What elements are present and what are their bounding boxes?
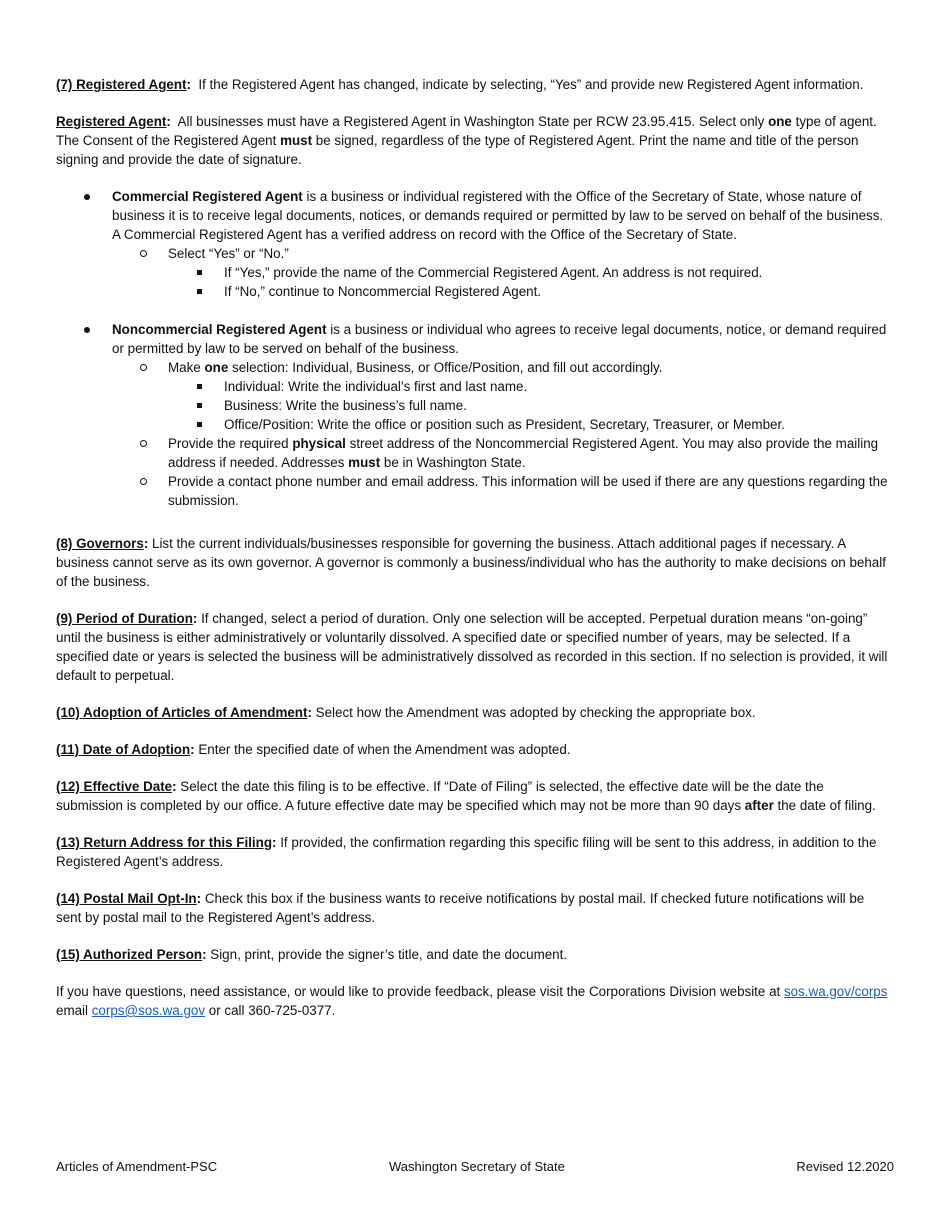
instructions-page	[56, 75, 892, 1038]
registered-agent-colon: :	[166, 114, 171, 129]
section-10-heading: (10) Adoption of Articles of Amendment	[56, 705, 308, 720]
commercial-select-item	[112, 244, 892, 301]
section-9-text: If changed, select a period of duration. Only one selection will be accepted. Perpetual duration means “on-going” until the business is either administratively or voluntarily dissolved. A specified date or specified number of years, may be selected. If a specified date or years is selected the business will be administratively dissolved as recorded in this section. If no selection is provided, it will default to perpetual.	[56, 611, 888, 683]
address-text-post: be in Washington State.	[380, 455, 526, 470]
section-12-heading: (12) Effective Date	[56, 779, 173, 794]
section-13-heading: (13) Return Address for this Filing	[56, 835, 273, 850]
section-13-text: If provided, the confirmation regarding this specific filing will be sent to this address, in addition to the Registered Agent’s address.	[56, 835, 877, 869]
registered-agent-bold-must: must	[280, 133, 313, 148]
contact-info-text: Provide a contact phone number and email address. This information will be used if there are any questions regarding the submission.	[168, 474, 888, 508]
registered-agent-text-3: be signed, regardless of the type of Registered Agent. Print the name and title of the person signing and provide the date of signature.	[56, 133, 859, 167]
noncommercial-agent-item	[56, 320, 892, 510]
section-11	[56, 740, 892, 759]
noncommercial-selection-item	[112, 358, 892, 434]
footer-form-name: Articles of Amendment-PSC	[56, 1159, 218, 1174]
commercial-no-item	[168, 282, 892, 301]
contact-text-3: or call 360-725-0377.	[205, 1003, 336, 1018]
noncommercial-contact-item	[112, 472, 892, 510]
noncommercial-sublist	[112, 358, 892, 510]
footer-revision: Revised 12.2020	[796, 1159, 894, 1174]
spacer	[56, 510, 892, 534]
square-bullet-icon	[197, 403, 202, 408]
individual-option-text: Individual: Write the individual’s first and last name.	[224, 379, 528, 394]
address-text-mid: street address of the Noncommercial Registered Agent. You may also provide the mailing address if needed. Addresses	[168, 436, 879, 470]
disc-bullet-icon	[84, 327, 90, 333]
footer-agency: Washington Secretary of State	[389, 1159, 565, 1174]
section-7-text: If the Registered Agent has changed, indicate by selecting, “Yes” and provide new Registered Agent information.	[198, 77, 864, 92]
section-13-colon: :	[272, 835, 277, 850]
section-10	[56, 703, 892, 722]
section-14-text: Check this box if the business wants to receive notifications by postal mail. If checked future notifications will be sent by postal mail to the Registered Agent’s address.	[56, 891, 865, 925]
business-option-item	[168, 396, 892, 415]
circle-bullet-icon	[140, 478, 147, 485]
disc-bullet-icon	[84, 194, 90, 200]
section-8	[56, 534, 892, 591]
commercial-yes-no-list	[168, 263, 892, 301]
corps-email-link[interactable]: corps@sos.wa.gov	[91, 1003, 206, 1018]
section-8-colon: :	[143, 536, 149, 551]
registered-agent-bold-one: one	[768, 114, 792, 129]
registered-agent-section	[56, 112, 892, 169]
business-option-text: Business: Write the business’s full name.	[224, 398, 467, 413]
agent-types-list	[56, 187, 892, 510]
section-9	[56, 609, 892, 685]
registered-agent-text-2: type of agent. The Consent of the Registered Agent	[56, 114, 877, 148]
section-15-colon: :	[202, 947, 207, 962]
section-7-colon: :	[186, 77, 191, 92]
make-selection-pre: Make	[168, 360, 205, 375]
section-11-colon: :	[190, 742, 195, 757]
make-selection-bold: one	[204, 360, 229, 375]
square-bullet-icon	[197, 270, 202, 275]
commercial-yes-text: If “Yes,” provide the name of the Commercial Registered Agent. An address is not required.	[224, 265, 763, 280]
commercial-select-text: Select “Yes” or “No.”	[168, 246, 289, 261]
section-12-text-1: Select the date this filing is to be effective. If “Date of Filing” is selected, the effective date will be the date the submission is completed by our office. A future effective date may be specified which may not be more than 90 days	[56, 779, 824, 813]
section-14	[56, 889, 892, 927]
selection-options-list	[168, 377, 892, 434]
address-text-pre: Provide the required	[168, 436, 293, 451]
noncommercial-agent-title: Noncommercial Registered Agent	[112, 322, 327, 337]
make-selection-post: selection: Individual, Business, or Office/Position, and fill out accordingly.	[228, 360, 663, 375]
square-bullet-icon	[197, 289, 202, 294]
section-14-heading: (14) Postal Mail Opt-In	[56, 891, 197, 906]
office-option-text: Office/Position: Write the office or position such as President, Secretary, Treasurer, or Member.	[224, 417, 785, 432]
contact-text-2: email	[56, 1003, 92, 1018]
noncommercial-agent-text: is a business or individual who agrees to receive legal documents, notice, or demand required or permitted by law to be served on behalf of the business.	[112, 322, 887, 356]
section-11-heading: (11) Date of Adoption	[56, 742, 191, 757]
commercial-sublist	[112, 244, 892, 301]
section-14-colon: :	[196, 891, 202, 906]
commercial-agent-item	[56, 187, 892, 301]
commercial-yes-item	[168, 263, 892, 282]
commercial-agent-title: Commercial Registered Agent	[112, 189, 303, 204]
section-10-colon: :	[307, 705, 312, 720]
individual-option-item	[168, 377, 892, 396]
section-12-text-2: the date of filing.	[773, 798, 876, 813]
section-11-text: Enter the specified date of when the Amendment was adopted.	[194, 742, 571, 757]
square-bullet-icon	[197, 422, 202, 427]
address-bold-physical: physical	[292, 436, 346, 451]
commercial-no-text: If “No,” continue to Noncommercial Registered Agent.	[224, 284, 542, 299]
circle-bullet-icon	[140, 250, 147, 257]
section-8-text: List the current individuals/businesses responsible for governing the business. Attach additional pages if necessary. A business cannot serve as its own governor. A governor is commonly a business/individual who has the authority to make decisions on behalf of the business.	[56, 536, 886, 589]
section-12-colon: :	[172, 779, 177, 794]
contact-paragraph	[56, 982, 892, 1020]
section-15	[56, 945, 892, 964]
section-9-colon: :	[192, 611, 198, 626]
section-8-heading: (8) Governors	[56, 536, 144, 551]
contact-text-1: If you have questions, need assistance, or would like to provide feedback, please visit the Corporations Division website at	[56, 984, 784, 999]
section-7-heading: (7) Registered Agent	[56, 77, 187, 92]
section-12-bold-after: after	[744, 798, 774, 813]
section-15-heading: (15) Authorized Person	[56, 947, 203, 962]
square-bullet-icon	[197, 384, 202, 389]
address-bold-must: must	[348, 455, 381, 470]
registered-agent-text-1: All businesses must have a Registered Agent in Washington State per RCW 23.95.415. Select only	[177, 114, 769, 129]
section-13	[56, 833, 892, 871]
office-option-item	[168, 415, 892, 434]
section-15-text: Sign, print, provide the signer’s title, and date the document.	[206, 947, 568, 962]
section-9-heading: (9) Period of Duration	[56, 611, 193, 626]
circle-bullet-icon	[140, 440, 147, 447]
section-7	[56, 75, 892, 94]
registered-agent-heading: Registered Agent	[56, 114, 167, 129]
section-10-text: Select how the Amendment was adopted by checking the appropriate box.	[311, 705, 756, 720]
noncommercial-address-item	[112, 434, 892, 472]
corps-website-link[interactable]: sos.wa.gov/corps	[783, 984, 888, 999]
section-12	[56, 777, 892, 815]
commercial-agent-text: is a business or individual registered with the Office of the Secretary of State, whose nature of business it is to receive legal documents, notices, or demands required or permitted by law to be served on behalf of the business. A Commercial Registered Agent has a verified address on record with the Office of the Secretary of State.	[112, 189, 884, 242]
circle-bullet-icon	[140, 364, 147, 371]
